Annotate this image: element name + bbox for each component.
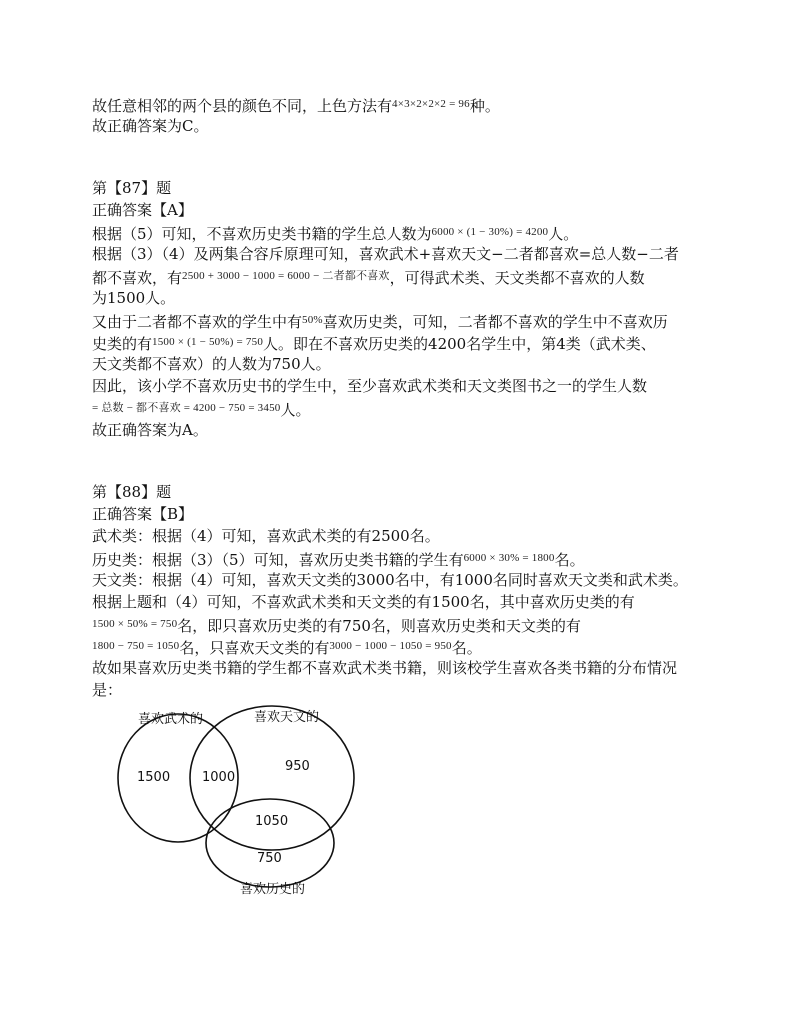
q87-line-2: 根据（3）（4）及两集合容斥原理可知，喜欢武术+喜欢天文−二者都喜欢=总人数−二者 bbox=[92, 245, 679, 263]
q87-l5-suffix: 喜欢历史类，可知，二者都不喜欢的学生中不喜欢历 bbox=[322, 313, 668, 331]
venn-circle-history bbox=[206, 799, 334, 887]
q87-l1-suffix: 人。 bbox=[548, 225, 579, 243]
venn-value-only-history: 750 bbox=[257, 851, 282, 866]
q88-line-5 bbox=[92, 614, 581, 636]
venn-value-only-martial: 1500 bbox=[137, 770, 171, 785]
venn-value-astronomy-history: 1050 bbox=[255, 814, 289, 829]
q87-line-7: 天文类都不喜欢）的人数为750人。 bbox=[92, 355, 331, 373]
q88-line-6 bbox=[92, 636, 482, 658]
venn-circle-astronomy bbox=[190, 706, 354, 850]
q88-line-8: 是： bbox=[92, 681, 123, 699]
q88-line-4: 根据上题和（4）可知，不喜欢武术类和天文类的有1500名，其中喜欢历史类的有 bbox=[92, 593, 635, 611]
q87-l9-formula: = 总数 − 都不喜欢 = 4200 − 750 = 3450 bbox=[92, 402, 281, 414]
q86-text: 故任意相邻的两个县的颜色不同，上色方法有 bbox=[92, 97, 393, 115]
q88-l5-formula: 1500 × 50% = 750 bbox=[92, 618, 178, 630]
q87-answer-label: 正确答案【A】 bbox=[92, 201, 193, 219]
q88-l6-formula-2: 3000 − 1000 − 1050 = 950 bbox=[329, 640, 452, 652]
q87-l6-prefix: 史类的有 bbox=[92, 335, 153, 353]
q88-title: 第【88】题 bbox=[92, 483, 172, 501]
q87-answer: 故正确答案为A。 bbox=[92, 421, 208, 439]
q87-line-5 bbox=[92, 310, 668, 332]
q88-l6-mid: 名，只喜欢天文类的有 bbox=[179, 639, 330, 657]
q87-l1-text: 根据（5）可知，不喜欢历史类书籍的学生总人数为 bbox=[92, 225, 432, 243]
q88-l2-suffix: 名。 bbox=[554, 551, 585, 569]
q87-l9-suffix: 人。 bbox=[280, 401, 311, 419]
q87-l6-formula: 1500 × (1 − 50%) = 750 bbox=[152, 336, 264, 348]
q88-line-2 bbox=[92, 548, 585, 570]
q88-l2-text: 历史类：根据（3）（5）可知，喜欢历史类书籍的学生有 bbox=[92, 551, 464, 569]
q87-line-4: 为1500人。 bbox=[92, 289, 176, 307]
q87-line-1 bbox=[92, 222, 578, 244]
venn-circle-martial bbox=[118, 714, 238, 842]
q87-l5-text: 又由于二者都不喜欢的学生中有 bbox=[92, 313, 303, 331]
q87-l3-suffix: ，可得武术类、天文类都不喜欢的人数 bbox=[389, 269, 645, 287]
q87-l1-formula: 6000 × (1 − 30%) = 4200 bbox=[431, 226, 549, 238]
q87-line-6 bbox=[92, 332, 656, 354]
q87-l3-formula: 2500 + 3000 − 1000 = 6000 − 二者都不喜欢 bbox=[182, 270, 390, 282]
venn-value-only-astronomy: 950 bbox=[285, 759, 310, 774]
q88-line-3: 天文类：根据（4）可知，喜欢天文类的3000名中，有1000名同时喜欢天文类和武术类。 bbox=[92, 571, 688, 589]
q88-line-7: 故如果喜欢历史类书籍的学生都不喜欢武术类书籍，则该校学生喜欢各类书籍的分布情况 bbox=[92, 659, 678, 677]
q87-l3-text: 都不喜欢，有 bbox=[92, 269, 183, 287]
q88-l6-formula: 1800 − 750 = 1050 bbox=[92, 640, 180, 652]
q87-line-9 bbox=[92, 398, 310, 420]
q87-l6-suffix: 人。即在不喜欢历史类的4200名学生中，第4类（武术类、 bbox=[263, 335, 656, 353]
q88-l2-formula: 6000 × 30% = 1800 bbox=[463, 552, 555, 564]
q86-line-1 bbox=[92, 94, 500, 116]
venn-label-history: 喜欢历史的 bbox=[240, 882, 306, 897]
q88-l5-suffix: 名，即只喜欢历史类的有750名，则喜欢历史类和天文类的有 bbox=[177, 617, 581, 635]
q87-line-3 bbox=[92, 266, 645, 288]
venn-label-martial: 喜欢武术的 bbox=[138, 712, 204, 727]
q87-l5-formula: 50% bbox=[302, 314, 323, 326]
venn-value-martial-astronomy: 1000 bbox=[202, 770, 236, 785]
q87-title: 第【87】题 bbox=[92, 179, 172, 197]
q88-line-1: 武术类：根据（4）可知，喜欢武术类的有2500名。 bbox=[92, 527, 440, 545]
venn-label-astronomy: 喜欢天文的 bbox=[254, 710, 320, 725]
q87-line-8: 因此，该小学不喜欢历史书的学生中，至少喜欢武术类和天文类图书之一的学生人数 bbox=[92, 377, 648, 395]
q88-answer-label: 正确答案【B】 bbox=[92, 505, 194, 523]
q86-formula: 4×3×2×2×2 = 96 bbox=[392, 98, 470, 110]
q86-answer: 故正确答案为C。 bbox=[92, 117, 209, 135]
q88-l6-suffix: 名。 bbox=[451, 639, 482, 657]
q86-suffix: 种。 bbox=[469, 97, 500, 115]
